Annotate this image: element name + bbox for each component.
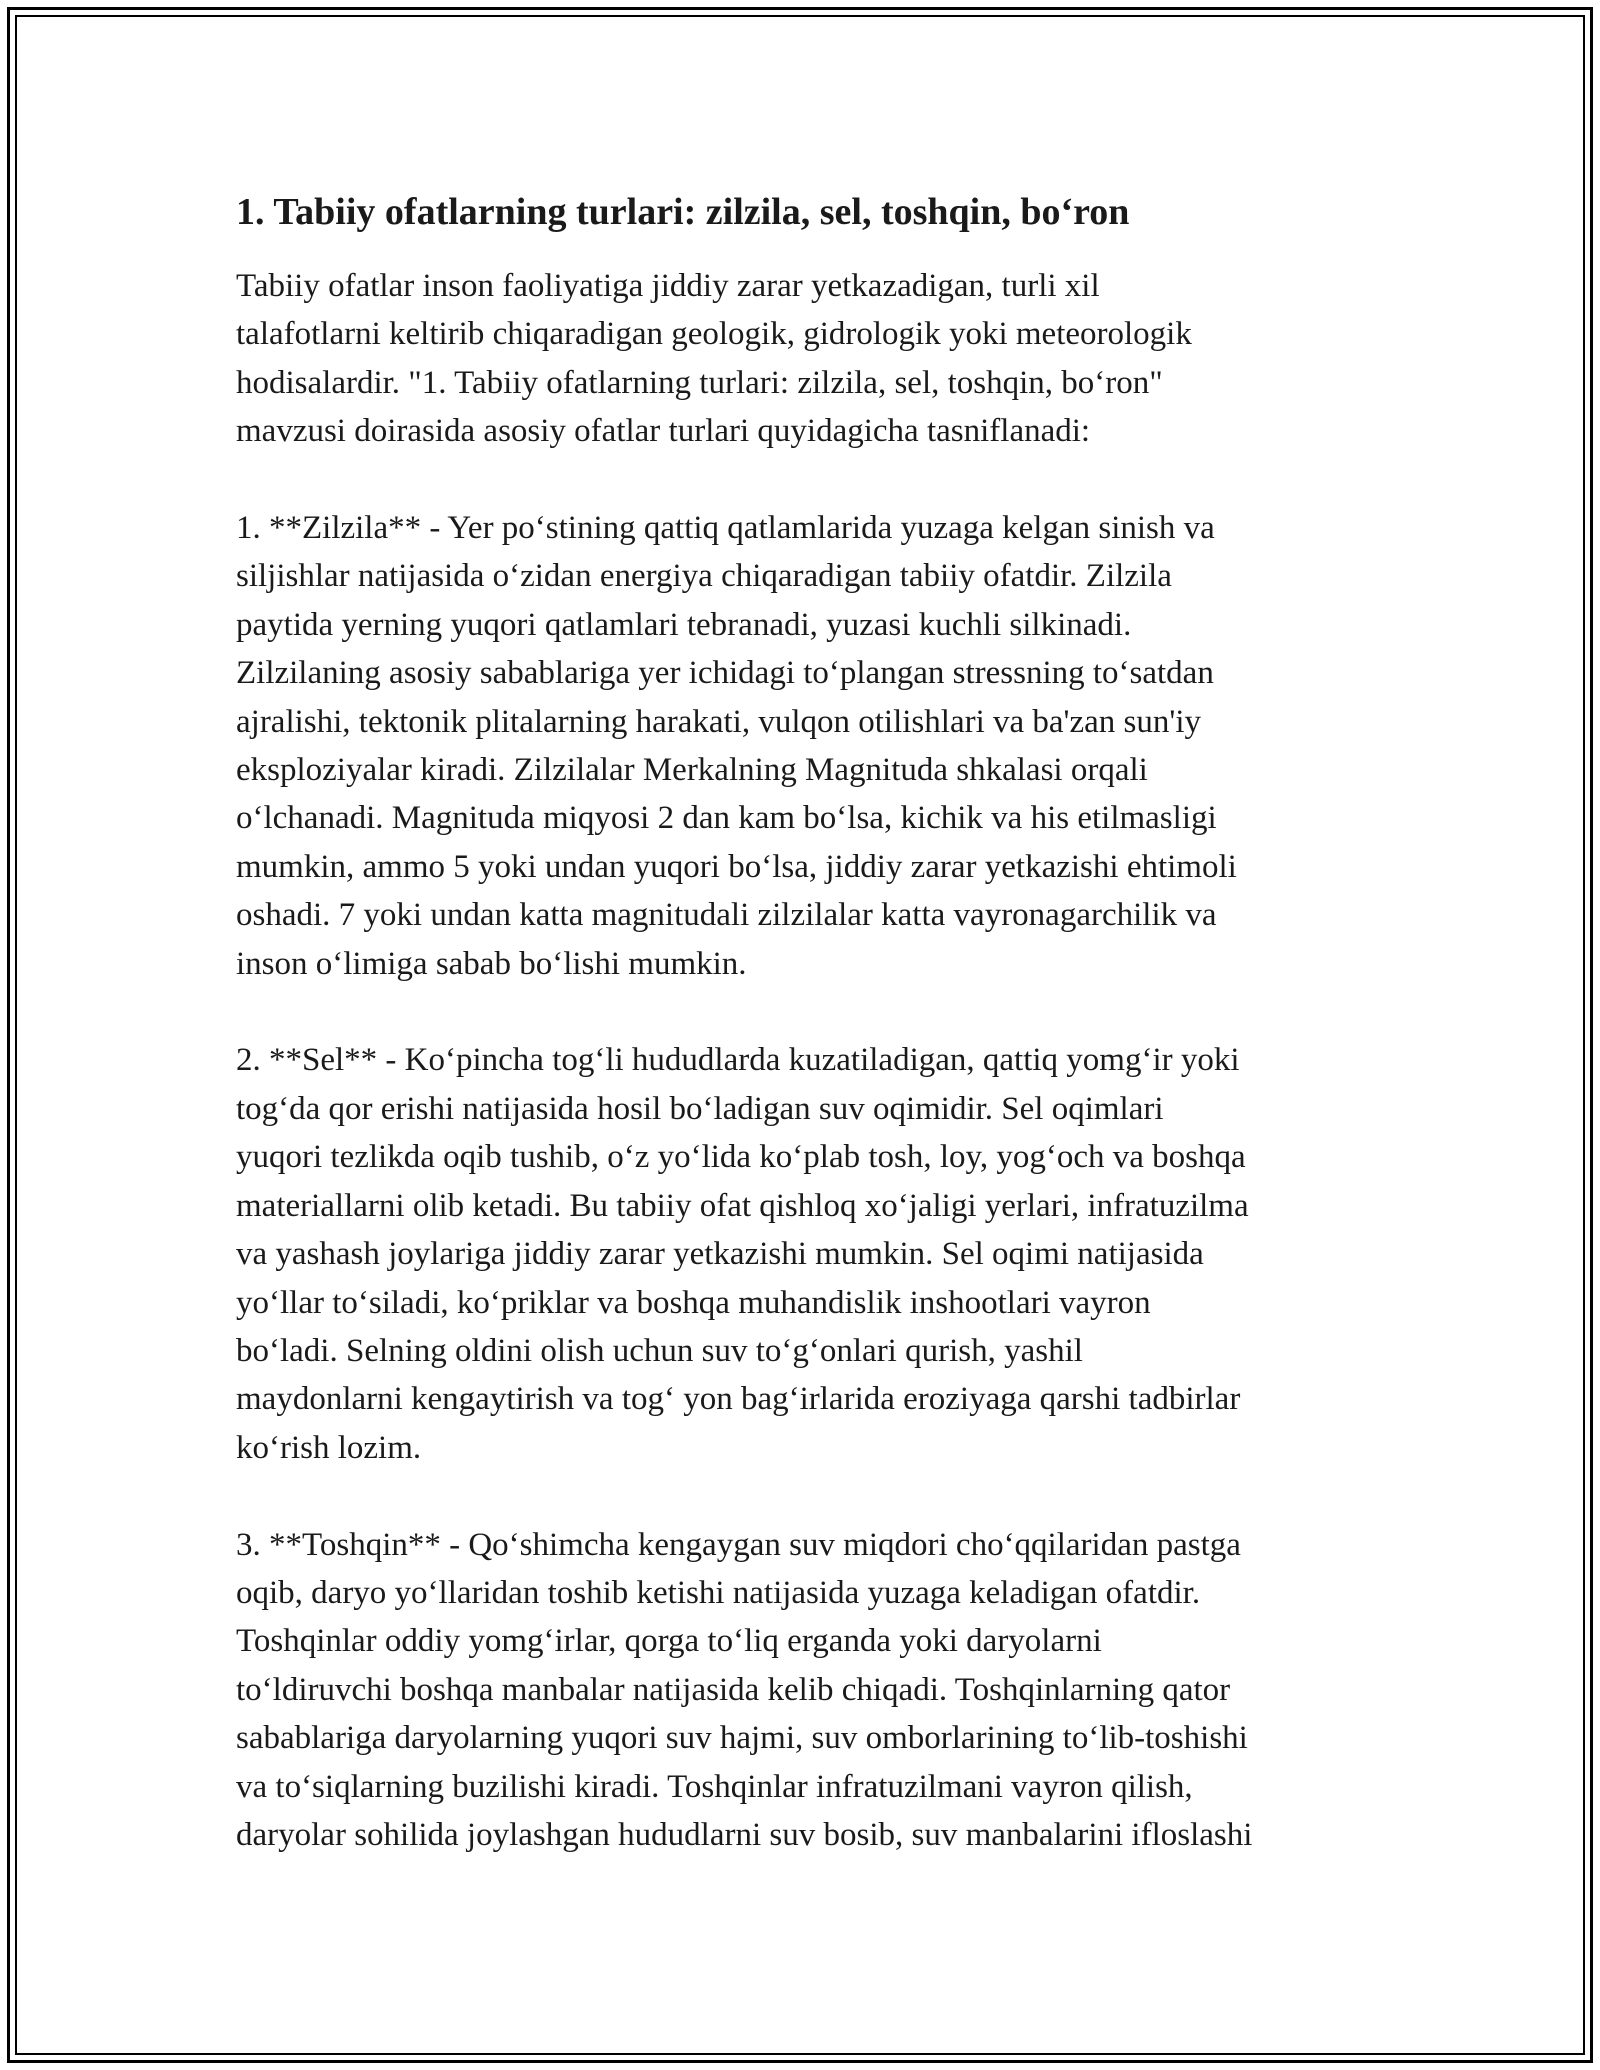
text-line: 3. **Toshqin** - Qo‘shimcha kengaygan suv miqdori cho‘qqilaridan pastga <box>236 1526 1241 1563</box>
document-body <box>236 186 1386 1908</box>
text-line: materiallarni olib ketadi. Bu tabiiy ofat qishloq xo‘jaligi yerlari, infratuzilma <box>236 1187 1249 1224</box>
text-line: eksploziyalar kiradi. Zilzilalar Merkalning Magnituda shkalasi orqali <box>236 752 1148 789</box>
paragraph-list <box>236 262 1386 1859</box>
text-line: 1. **Zilzila** - Yer po‘stining qattiq qatlamlarida yuzaga kelgan sinish va <box>236 510 1215 547</box>
text-line: yo‘llar to‘siladi, ko‘priklar va boshqa muhandislik inshootlari vayron <box>236 1284 1151 1321</box>
text-line: sabablariga daryolarning yuqori suv hajmi, suv omborlarining to‘lib-toshishi <box>236 1720 1248 1757</box>
text-line: Tabiiy ofatlar inson faoliyatiga jiddiy zarar yetkazadigan, turli xil <box>236 268 1100 304</box>
text-line: va yashash joylariga jiddiy zarar yetkazishi mumkin. Sel oqimi natijasida <box>236 1236 1204 1273</box>
text-line: o‘lchanadi. Magnituda miqyosi 2 dan kam bo‘lsa, kichik va his etilmasligi <box>236 800 1217 837</box>
text-line: ko‘rish lozim. <box>236 1429 422 1466</box>
text-line: 2. **Sel** - Ko‘pincha tog‘li hududlarda kuzatiladigan, qattiq yomg‘ir yoki <box>236 1042 1240 1079</box>
text-line: daryolar sohilida joylashgan hududlarni suv bosib, suv manbalarini ifloslashi <box>236 1816 1253 1853</box>
text-line: inson o‘limiga sabab bo‘lishi mumkin. <box>236 945 747 982</box>
paragraph <box>236 262 1386 456</box>
text-line: to‘ldiruvchi boshqa manbalar natijasida kelib chiqadi. Toshqinlarning qator <box>236 1671 1231 1708</box>
paragraph <box>236 504 1386 988</box>
text-line: oqib, daryo yo‘llaridan toshib ketishi natijasida yuzaga keladigan ofatdir. <box>236 1574 1201 1611</box>
text-line: yuqori tezlikda oqib tushib, o‘z yo‘lida ko‘plab tosh, loy, yog‘och va boshqa <box>236 1139 1246 1176</box>
text-line: Toshqinlar oddiy yomg‘irlar, qorga to‘liq erganda yoki daryolarni <box>236 1623 1102 1660</box>
text-line: maydonlarni kengaytirish va tog‘ yon bag‘irlarida eroziyaga qarshi tadbirlar <box>236 1381 1241 1418</box>
text-line: oshadi. 7 yoki undan katta magnitudali zilzilalar katta vayronagarchilik va <box>236 897 1217 934</box>
text-line: mavzusi doirasida asosiy ofatlar turlari quyidagicha tasniflanadi: <box>236 413 1091 450</box>
text-line: va to‘siqlarning buzilishi kiradi. Toshqinlar infratuzilmani vayron qilish, <box>236 1768 1193 1805</box>
paragraph <box>236 1036 1386 1472</box>
text-line: hodisalardir. "1. Tabiiy ofatlarning turlari: zilzila, sel, toshqin, bo‘ron" <box>236 364 1163 401</box>
text-line: mumkin, ammo 5 yoki undan yuqori bo‘lsa, jiddiy zarar yetkazishi ehtimoli <box>236 848 1237 885</box>
text-line: paytida yerning yuqori qatlamlari tebranadi, yuzasi kuchli silkinadi. <box>236 606 1132 643</box>
text-line: ajralishi, tektonik plitalarning harakati, vulqon otilishlari va ba'zan sun'iy <box>236 703 1201 740</box>
text-line: tog‘da qor erishi natijasida hosil bo‘ladigan suv oqimidir. Sel oqimlari <box>236 1090 1164 1127</box>
text-line: talafotlarni keltirib chiqaradigan geologik, gidrologik yoki meteorologik <box>236 316 1192 353</box>
text-line: siljishlar natijasida o‘zidan energiya chiqaradigan tabiiy ofatdir. Zilzila <box>236 558 1172 595</box>
document-title: 1. Tabiiy ofatlarning turlari: zilzila, sel, toshqin, bo‘ron <box>236 191 1130 233</box>
text-line: Zilzilaning asosiy sabablariga yer ichidagi to‘plangan stressning to‘satdan <box>236 655 1214 692</box>
text-line: bo‘ladi. Selning oldini olish uchun suv to‘g‘onlari qurish, yashil <box>236 1332 1083 1369</box>
paragraph <box>236 1521 1386 1860</box>
